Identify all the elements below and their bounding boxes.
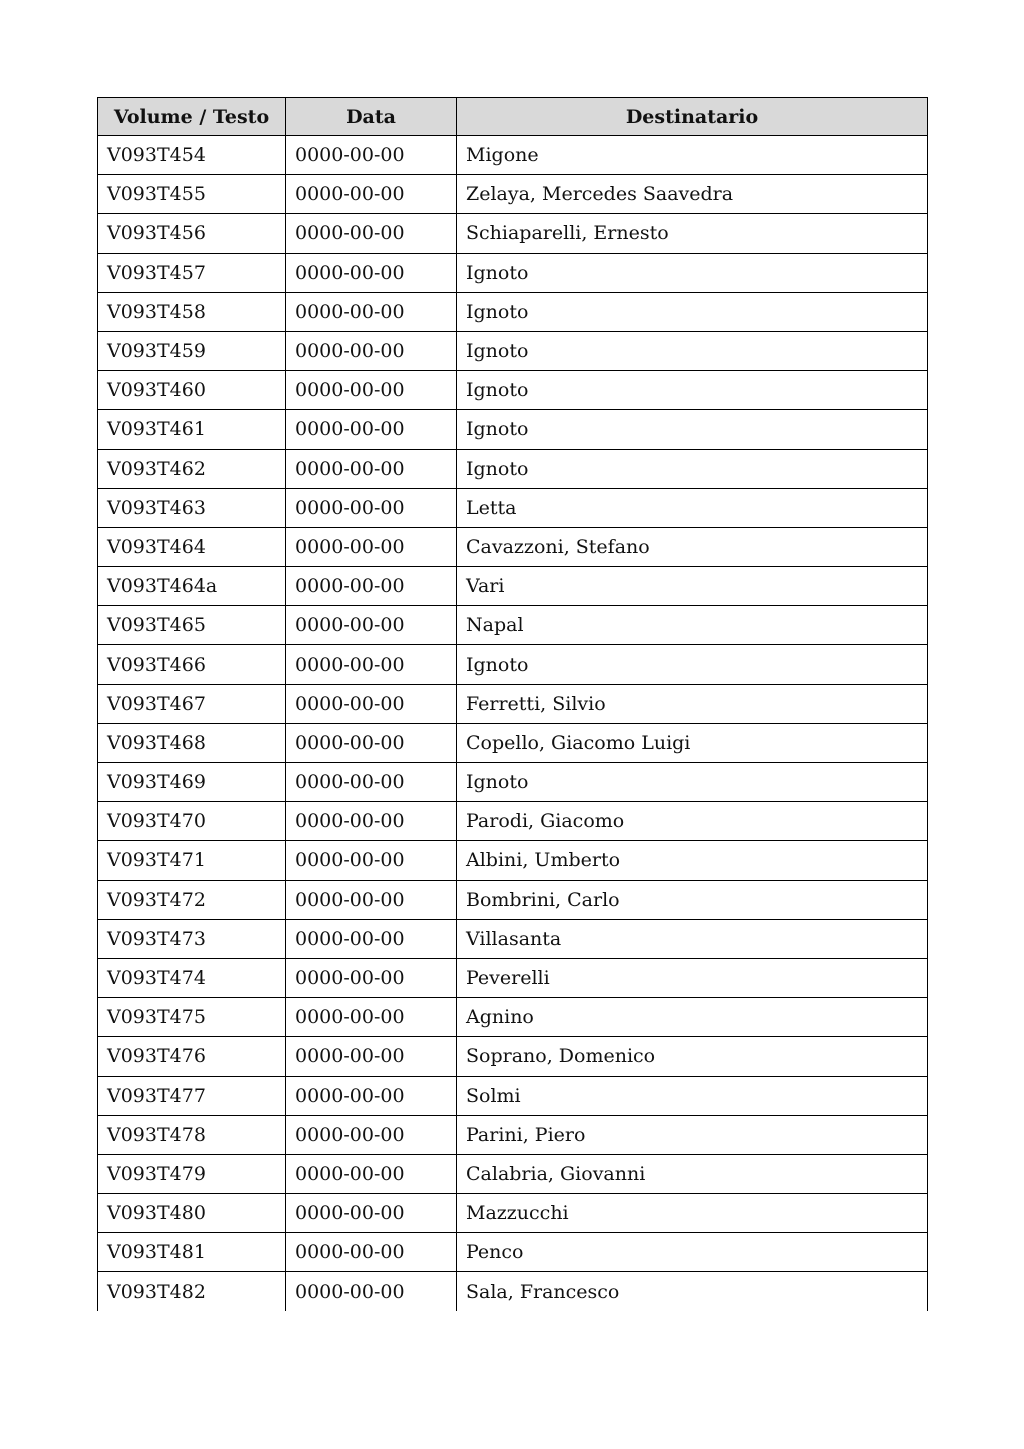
date-cell: 0000-00-00 xyxy=(286,449,457,488)
date-cell: 0000-00-00 xyxy=(286,1272,457,1311)
document-page xyxy=(97,97,927,1311)
table-row xyxy=(98,1115,928,1154)
table-row xyxy=(98,488,928,527)
volume-cell: V093T463 xyxy=(98,488,286,527)
date-cell: 0000-00-00 xyxy=(286,1233,457,1272)
date-cell: 0000-00-00 xyxy=(286,331,457,370)
recipient-cell: Ignoto xyxy=(457,763,928,802)
date-cell: 0000-00-00 xyxy=(286,841,457,880)
table-row xyxy=(98,331,928,370)
table-row xyxy=(98,841,928,880)
volume-cell: V093T481 xyxy=(98,1233,286,1272)
volume-cell: V093T478 xyxy=(98,1115,286,1154)
column-header-volume: Volume / Testo xyxy=(98,98,286,136)
volume-cell: V093T464 xyxy=(98,527,286,566)
table-row xyxy=(98,1037,928,1076)
recipient-cell: Ignoto xyxy=(457,292,928,331)
date-cell: 0000-00-00 xyxy=(286,1037,457,1076)
recipient-cell: Villasanta xyxy=(457,919,928,958)
column-header-recipient: Destinatario xyxy=(457,98,928,136)
volume-cell: V093T462 xyxy=(98,449,286,488)
date-cell: 0000-00-00 xyxy=(286,1154,457,1193)
recipient-cell: Ignoto xyxy=(457,449,928,488)
volume-cell: V093T468 xyxy=(98,723,286,762)
date-cell: 0000-00-00 xyxy=(286,371,457,410)
recipient-cell: Ignoto xyxy=(457,410,928,449)
table-row xyxy=(98,684,928,723)
recipient-cell: Ignoto xyxy=(457,645,928,684)
volume-cell: V093T461 xyxy=(98,410,286,449)
table-row xyxy=(98,880,928,919)
recipient-cell: Agnino xyxy=(457,998,928,1037)
table-row xyxy=(98,253,928,292)
recipient-cell: Migone xyxy=(457,136,928,175)
letters-table xyxy=(97,97,928,1311)
recipient-cell: Albini, Umberto xyxy=(457,841,928,880)
recipient-cell: Ignoto xyxy=(457,371,928,410)
table-row xyxy=(98,1233,928,1272)
table-row xyxy=(98,449,928,488)
date-cell: 0000-00-00 xyxy=(286,1076,457,1115)
volume-cell: V093T474 xyxy=(98,958,286,997)
table-row xyxy=(98,606,928,645)
table-row xyxy=(98,645,928,684)
volume-cell: V093T480 xyxy=(98,1194,286,1233)
column-header-date: Data xyxy=(286,98,457,136)
date-cell: 0000-00-00 xyxy=(286,410,457,449)
table-row xyxy=(98,371,928,410)
date-cell: 0000-00-00 xyxy=(286,723,457,762)
recipient-cell: Sala, Francesco xyxy=(457,1272,928,1311)
table-row xyxy=(98,1194,928,1233)
recipient-cell: Soprano, Domenico xyxy=(457,1037,928,1076)
volume-cell: V093T473 xyxy=(98,919,286,958)
table-row xyxy=(98,763,928,802)
table-row xyxy=(98,919,928,958)
date-cell: 0000-00-00 xyxy=(286,136,457,175)
recipient-cell: Penco xyxy=(457,1233,928,1272)
volume-cell: V093T465 xyxy=(98,606,286,645)
recipient-cell: Letta xyxy=(457,488,928,527)
date-cell: 0000-00-00 xyxy=(286,292,457,331)
volume-cell: V093T459 xyxy=(98,331,286,370)
table-row xyxy=(98,1154,928,1193)
volume-cell: V093T475 xyxy=(98,998,286,1037)
volume-cell: V093T482 xyxy=(98,1272,286,1311)
volume-cell: V093T455 xyxy=(98,175,286,214)
table-row xyxy=(98,1076,928,1115)
recipient-cell: Ignoto xyxy=(457,331,928,370)
date-cell: 0000-00-00 xyxy=(286,880,457,919)
date-cell: 0000-00-00 xyxy=(286,606,457,645)
date-cell: 0000-00-00 xyxy=(286,175,457,214)
volume-cell: V093T464a xyxy=(98,567,286,606)
recipient-cell: Cavazzoni, Stefano xyxy=(457,527,928,566)
volume-cell: V093T457 xyxy=(98,253,286,292)
date-cell: 0000-00-00 xyxy=(286,1194,457,1233)
table-row xyxy=(98,723,928,762)
date-cell: 0000-00-00 xyxy=(286,488,457,527)
volume-cell: V093T472 xyxy=(98,880,286,919)
recipient-cell: Napal xyxy=(457,606,928,645)
volume-cell: V093T456 xyxy=(98,214,286,253)
table-row xyxy=(98,527,928,566)
table-row xyxy=(98,136,928,175)
recipient-cell: Peverelli xyxy=(457,958,928,997)
table-row xyxy=(98,214,928,253)
table-row xyxy=(98,958,928,997)
recipient-cell: Vari xyxy=(457,567,928,606)
table-row xyxy=(98,410,928,449)
date-cell: 0000-00-00 xyxy=(286,998,457,1037)
volume-cell: V093T460 xyxy=(98,371,286,410)
recipient-cell: Zelaya, Mercedes Saavedra xyxy=(457,175,928,214)
table-row xyxy=(98,567,928,606)
recipient-cell: Calabria, Giovanni xyxy=(457,1154,928,1193)
table-header-row xyxy=(98,98,928,136)
date-cell: 0000-00-00 xyxy=(286,919,457,958)
recipient-cell: Schiaparelli, Ernesto xyxy=(457,214,928,253)
volume-cell: V093T454 xyxy=(98,136,286,175)
volume-cell: V093T469 xyxy=(98,763,286,802)
date-cell: 0000-00-00 xyxy=(286,645,457,684)
date-cell: 0000-00-00 xyxy=(286,684,457,723)
volume-cell: V093T476 xyxy=(98,1037,286,1076)
volume-cell: V093T479 xyxy=(98,1154,286,1193)
table-row xyxy=(98,175,928,214)
date-cell: 0000-00-00 xyxy=(286,958,457,997)
recipient-cell: Ferretti, Silvio xyxy=(457,684,928,723)
volume-cell: V093T467 xyxy=(98,684,286,723)
recipient-cell: Ignoto xyxy=(457,253,928,292)
recipient-cell: Copello, Giacomo Luigi xyxy=(457,723,928,762)
recipient-cell: Solmi xyxy=(457,1076,928,1115)
volume-cell: V093T458 xyxy=(98,292,286,331)
volume-cell: V093T477 xyxy=(98,1076,286,1115)
date-cell: 0000-00-00 xyxy=(286,763,457,802)
table-row xyxy=(98,292,928,331)
recipient-cell: Mazzucchi xyxy=(457,1194,928,1233)
date-cell: 0000-00-00 xyxy=(286,253,457,292)
date-cell: 0000-00-00 xyxy=(286,527,457,566)
volume-cell: V093T470 xyxy=(98,802,286,841)
volume-cell: V093T471 xyxy=(98,841,286,880)
table-row xyxy=(98,1272,928,1311)
recipient-cell: Parini, Piero xyxy=(457,1115,928,1154)
date-cell: 0000-00-00 xyxy=(286,214,457,253)
volume-cell: V093T466 xyxy=(98,645,286,684)
table-row xyxy=(98,802,928,841)
date-cell: 0000-00-00 xyxy=(286,567,457,606)
table-body xyxy=(98,136,928,1312)
date-cell: 0000-00-00 xyxy=(286,1115,457,1154)
recipient-cell: Bombrini, Carlo xyxy=(457,880,928,919)
date-cell: 0000-00-00 xyxy=(286,802,457,841)
table-row xyxy=(98,998,928,1037)
recipient-cell: Parodi, Giacomo xyxy=(457,802,928,841)
